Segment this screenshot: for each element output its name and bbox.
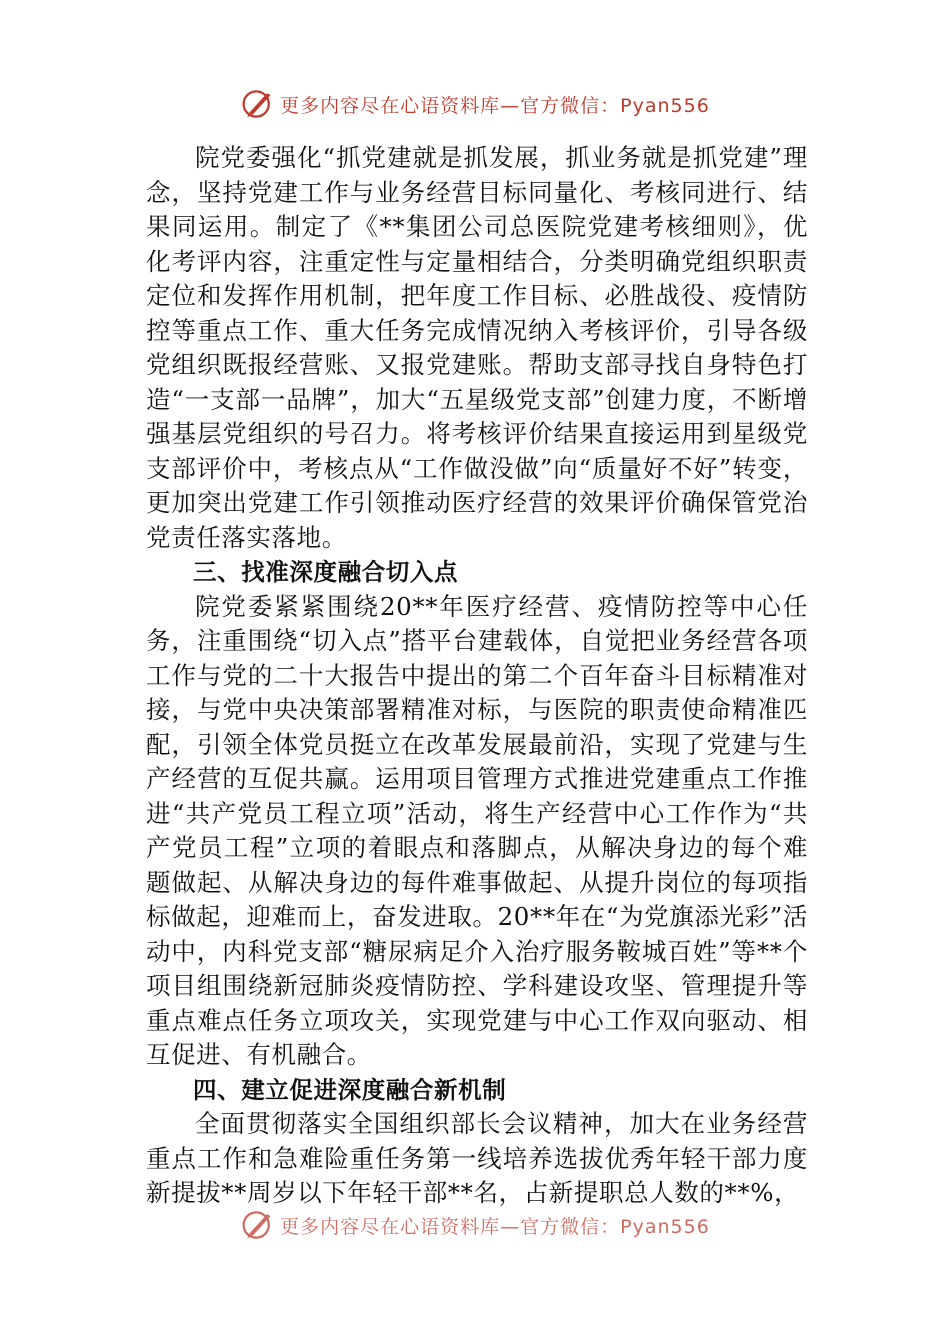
watermark-header: [0, 86, 950, 122]
pen-logo-icon: [240, 1207, 276, 1243]
watermark-footer: [0, 1207, 950, 1243]
section-heading: 三、找准深度融合切入点: [193, 558, 459, 586]
pen-logo-icon: [240, 86, 276, 122]
watermark-text: 更多内容尽在心语资料库—官方微信：Pyan556: [280, 94, 710, 117]
watermark-text: 更多内容尽在心语资料库—官方微信：Pyan556: [280, 1215, 710, 1238]
document-body: [146, 141, 808, 1211]
paragraph: 全面贯彻落实全国组织部长会议精神，加大在业务经营重点工作和急难险重任务第一线培养选拔优秀年轻干部力度新提拔**周岁以下年轻干部**名，占新提职总人数的**%，: [146, 1109, 808, 1207]
section-heading: 四、建立促进深度融合新机制: [193, 1075, 507, 1104]
paragraph: 院党委强化“抓党建就是抓发展，抓业务就是抓党建”理念，坚持党建工作与业务经营目标同量化、考核同进行、结果同运用。制定了《**集团公司总医院党建考核细则》，优化考评内容，注重定性与定量相结合，分类明确党组织职责定位和发挥作用机制，把年度工作目标、必胜战役、疫情防控等重点工作、重大任务完成情况纳入考核评价，引导各级党组织既报经营账、又报党建账。帮助支部寻找自身特色打造“一支部一品牌”，加大“五星级党支部”创建力度，不断增强基层党组织的号召力。将考核评价结果直接运用到星级党支部评价中，考核点从“工作做没做”向“质量好不好”转变，更加突出党建工作引领推动医疗经营的效果评价确保管党治党责任落实落地。: [146, 143, 808, 552]
paragraph: 院党委紧紧围绕20**年医疗经营、疫情防控等中心任务，注重围绕“切入点”搭平台建载体，自觉把业务经营各项工作与党的二十大报告中提出的第二个百年奋斗目标精准对接，与党中央决策部署精准对标，与医院的职责使命精准匹配，引领全体党员挺立在改革发展最前沿，实现了党建与生产经营的互促共赢。运用项目管理方式推进党建重点工作推进“共产党员工程立项”活动，将生产经营中心工作作为“共产党员工程”立项的着眼点和落脚点，从解决身边的每个难题做起、从解决身边的每件难事做起、从提升岗位的每项指标做起，迎难而上，奋发进取。20**年在“为党旗添光彩”活动中，内科党支部“糖尿病足介入治疗服务鞍城百姓”等**个项目组围绕新冠肺炎疫情防控、学科建设攻坚、管理提升等重点难点任务立项攻关，实现党建与中心工作双向驱动、相互促进、有机融合。: [146, 591, 808, 1069]
